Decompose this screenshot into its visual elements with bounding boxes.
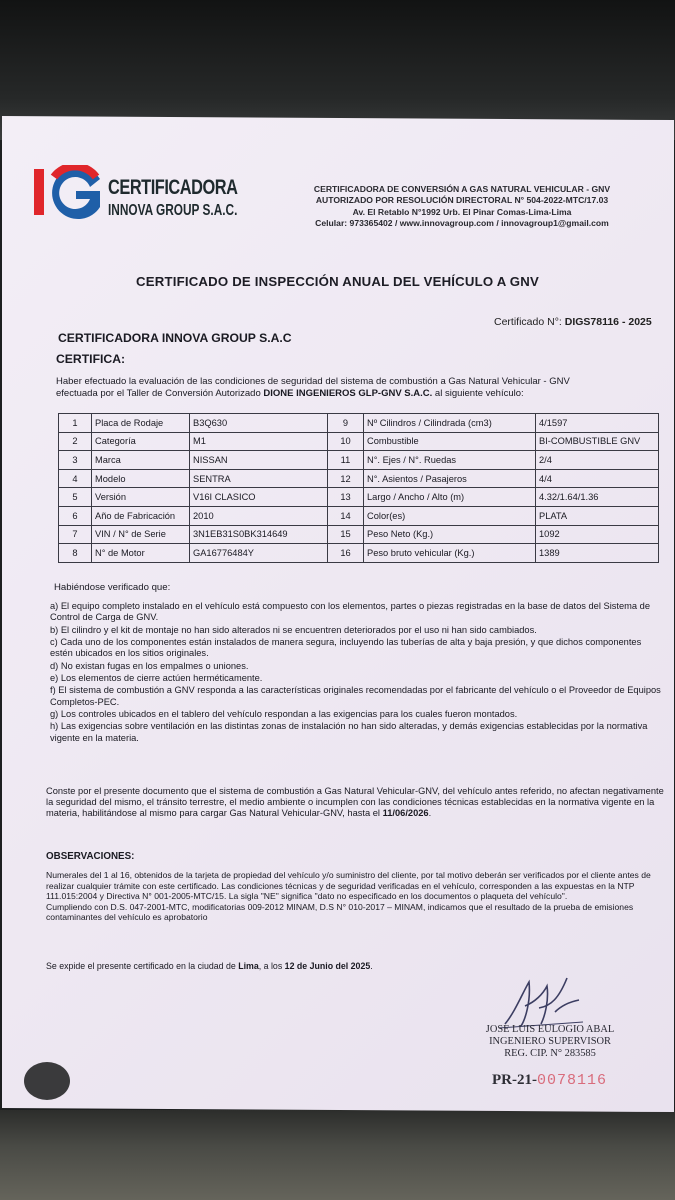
row-number: 11: [328, 451, 364, 470]
table-row: [59, 544, 659, 563]
signatory-block: [470, 1024, 630, 1061]
field-value: BI-COMBUSTIBLE GNV: [536, 432, 659, 451]
conste-paragraph: [46, 786, 666, 820]
list-item: f) El sistema de combustión a GNV responda a las características originales recomendadas por el fabricante del vehículo o el Proveedor de Equipos Completos-PEC.: [50, 685, 661, 707]
conste-end: .: [428, 808, 432, 819]
field-label: Largo / Ancho / Alto (m): [364, 488, 536, 507]
list-item: a) El equipo completo instalado en el vehículo está compuesto con los elementos, partes o piezas registradas en la base de datos del Sistema de Control de Carga de GNV.: [50, 601, 651, 623]
row-number: 5: [59, 488, 92, 507]
table-row: [59, 414, 659, 433]
field-value: 1389: [536, 544, 659, 563]
list-item: d) No existan fugas en los empalmes o uniones.: [50, 660, 249, 671]
document-title: CERTIFICADO DE INSPECCIÓN ANUAL DEL VEHÍCULO A GNV: [136, 274, 539, 289]
field-value: 2010: [190, 506, 328, 525]
company-logo-icon: [34, 165, 108, 221]
issue-end: .: [370, 961, 373, 971]
field-value: NISSAN: [190, 451, 328, 470]
list-item: c) Cada uno de los componentes están instalados de manera segura, incluyendo las tuberías de alta y baja presión, y que dichos componentes estén ubicados en los sitios originales.: [50, 636, 642, 659]
list-item: e) Los elementos de cierre actúen herméticamente.: [50, 672, 263, 683]
field-label: VIN / N° de Serie: [92, 525, 190, 544]
certificate-number-label: Certificado N°:: [494, 316, 562, 328]
table-row: [59, 451, 659, 470]
table-row: [59, 525, 659, 544]
row-number: 14: [328, 506, 364, 525]
field-label: N°. Ejes / N°. Ruedas: [364, 451, 536, 470]
table-row: [59, 488, 659, 507]
issue-city: Lima: [238, 961, 259, 971]
field-label: Combustible: [364, 432, 536, 451]
signatory-role: INGENIERO SUPERVISOR: [489, 1036, 611, 1048]
finger-shadow: [24, 1062, 70, 1100]
field-value: 3N1EB31S0BK314649: [190, 525, 328, 544]
row-number: 3: [59, 451, 92, 470]
signatory-name: JOSE LUIS EULOGIO ABAL: [485, 1024, 615, 1035]
row-number: 10: [328, 432, 364, 451]
row-number: 7: [59, 525, 92, 544]
intro-paragraph: [56, 376, 661, 400]
observacion-item: Numerales del 1 al 16, obtenidos de la tarjeta de propiedad del vehículo y/o suministro del cliente, por tal motivo deberán ser verificados por el cliente antes de realizar cualquier trámite con este certificado. Las condiciones técnicas y de seguridad verificadas en el vehículo, corresponden a las expuestas en la NTP 111.015:2004 y Directiva N° 001-2005-MTC/15. La sigla "NE" significa "dato no especificado en los documentos o plaqueta del vehículo".: [46, 870, 651, 902]
row-number: 15: [328, 525, 364, 544]
form-serial: 0078116: [537, 1072, 608, 1089]
header-line: AUTORIZADO POR RESOLUCIÓN DIRECTORAL N° 504-2022-MTC/17.03: [315, 195, 609, 206]
issue-date: 12 de Junio del 2025: [284, 961, 371, 971]
table-row: [59, 432, 659, 451]
row-number: 1: [59, 414, 92, 433]
row-number: 8: [59, 544, 92, 563]
field-label: Categoría: [92, 432, 190, 451]
logo-subname: INNOVA GROUP S.A.C.: [108, 202, 238, 219]
field-label: Nº Cilindros / Cilindrada (cm3): [364, 414, 536, 433]
list-item: b) El cilindro y el kit de montaje no han sido alterados ni se encuentren deteriorados por el uso ni han sido cambiados.: [50, 624, 537, 635]
field-label: Peso Neto (Kg.): [364, 525, 536, 544]
row-number: 6: [59, 506, 92, 525]
row-number: 16: [328, 544, 364, 563]
row-number: 2: [59, 432, 92, 451]
field-value: 4.32/1.64/1.36: [536, 488, 659, 507]
certificate-number: [494, 316, 652, 328]
intro-line2-post: al siguiente vehículo:: [432, 387, 524, 399]
field-value: 1092: [536, 525, 659, 544]
field-value: 4/4: [536, 469, 659, 488]
row-number: 4: [59, 469, 92, 488]
field-value: SENTRA: [190, 469, 328, 488]
conste-text: Conste por el presente documento que el sistema de combustión a Gas Natural Vehicular-GNV, del vehículo antes referido, no afectan negativamente la seguridad del mismo, el tránsito terrestre, el medio ambiente o incumplen con las condiciones técnicas establecidas en la normativa vigente en la materia, habilitándose al mismo para cargar Gas Natural Vehicular-GNV, hasta el: [46, 786, 664, 819]
field-value: V16I CLASICO: [190, 488, 328, 507]
verified-heading: Habiéndose verificado que:: [54, 582, 171, 593]
row-number: 13: [328, 488, 364, 507]
form-number: [492, 1072, 607, 1089]
signatory-registration: REG. CIP. N° 283585: [504, 1048, 596, 1060]
list-item: g) Los controles ubicados en el tablero del vehículo respondan a las exigencias para los cuales fueron montados.: [50, 708, 518, 719]
row-number: 9: [328, 414, 364, 433]
verification-list: [50, 601, 665, 745]
issue-statement: [46, 961, 373, 971]
field-label: Año de Fabricación: [92, 506, 190, 525]
issue-pre: Se expide el presente certificado en la ciudad de: [46, 961, 239, 971]
table-row: [59, 506, 659, 525]
signature-icon: [495, 972, 585, 1032]
certificate-number-value: DIGS78116 - 2025: [564, 316, 652, 328]
field-label: Placa de Rodaje: [92, 414, 190, 433]
valid-until-date: 11/06/2026: [382, 808, 429, 819]
list-item: h) Las exigencias sobre ventilación en las distintas zonas de instalación no han sido alteradas, y demás exigencias establecidas por la normativa vigente en la materia.: [50, 721, 648, 743]
observacion-item: Cumpliendo con D.S. 047-2001-MTC, modificatorias 009-2012 MINAM, D.S N° 010-2017 – MINAM, indicamos que el resultado de la prueba de emisiones contaminantes del vehículo es aprobatorio: [46, 901, 634, 923]
form-prefix: PR-21-: [492, 1072, 537, 1088]
header-line: Celular: 973365402 / www.innovagroup.com / innovagroup1@gmail.com: [315, 217, 609, 228]
field-label: Peso bruto vehicular (Kg.): [364, 544, 536, 563]
header-line: CERTIFICADORA DE CONVERSIÓN A GAS NATURAL VEHICULAR - GNV: [313, 184, 611, 194]
intro-line1: Haber efectuado la evaluación de las condiciones de seguridad del sistema de combustión a Gas Natural Vehicular - GNV: [56, 376, 570, 387]
field-value: PLATA: [536, 506, 659, 525]
field-label: Color(es): [364, 506, 536, 525]
photo-background-bottom: [0, 1110, 675, 1200]
field-value: M1: [190, 432, 328, 451]
logo-name: CERTIFICADORA: [108, 176, 238, 199]
certifica-heading: CERTIFICA:: [56, 352, 126, 366]
vehicle-spec-table: [58, 413, 659, 563]
header-line: Av. El Retablo N°1992 Urb. El Pinar Comas-Lima-Lima: [352, 206, 572, 217]
field-label: Modelo: [92, 469, 190, 488]
observaciones-heading: OBSERVACIONES:: [46, 851, 135, 862]
observaciones-text: [46, 870, 661, 923]
workshop-name: DIONE INGENIEROS GLP-GNV S.A.C.: [263, 387, 433, 399]
field-value: 2/4: [536, 451, 659, 470]
company-heading: CERTIFICADORA INNOVA GROUP S.A.C: [58, 331, 292, 345]
row-number: 12: [328, 469, 364, 488]
field-label: N°. Asientos / Pasajeros: [364, 469, 536, 488]
field-value: GA16776484Y: [190, 544, 328, 563]
field-label: N° de Motor: [92, 544, 190, 563]
field-value: B3Q630: [190, 414, 328, 433]
issue-mid: , a los: [258, 961, 285, 971]
field-label: Marca: [92, 451, 190, 470]
field-label: Versión: [92, 488, 190, 507]
table-row: [59, 469, 659, 488]
header-block: [292, 184, 632, 229]
intro-line2-pre: efectuada por el Taller de Conversión Autorizado: [56, 387, 264, 399]
field-value: 4/1597: [536, 414, 659, 433]
